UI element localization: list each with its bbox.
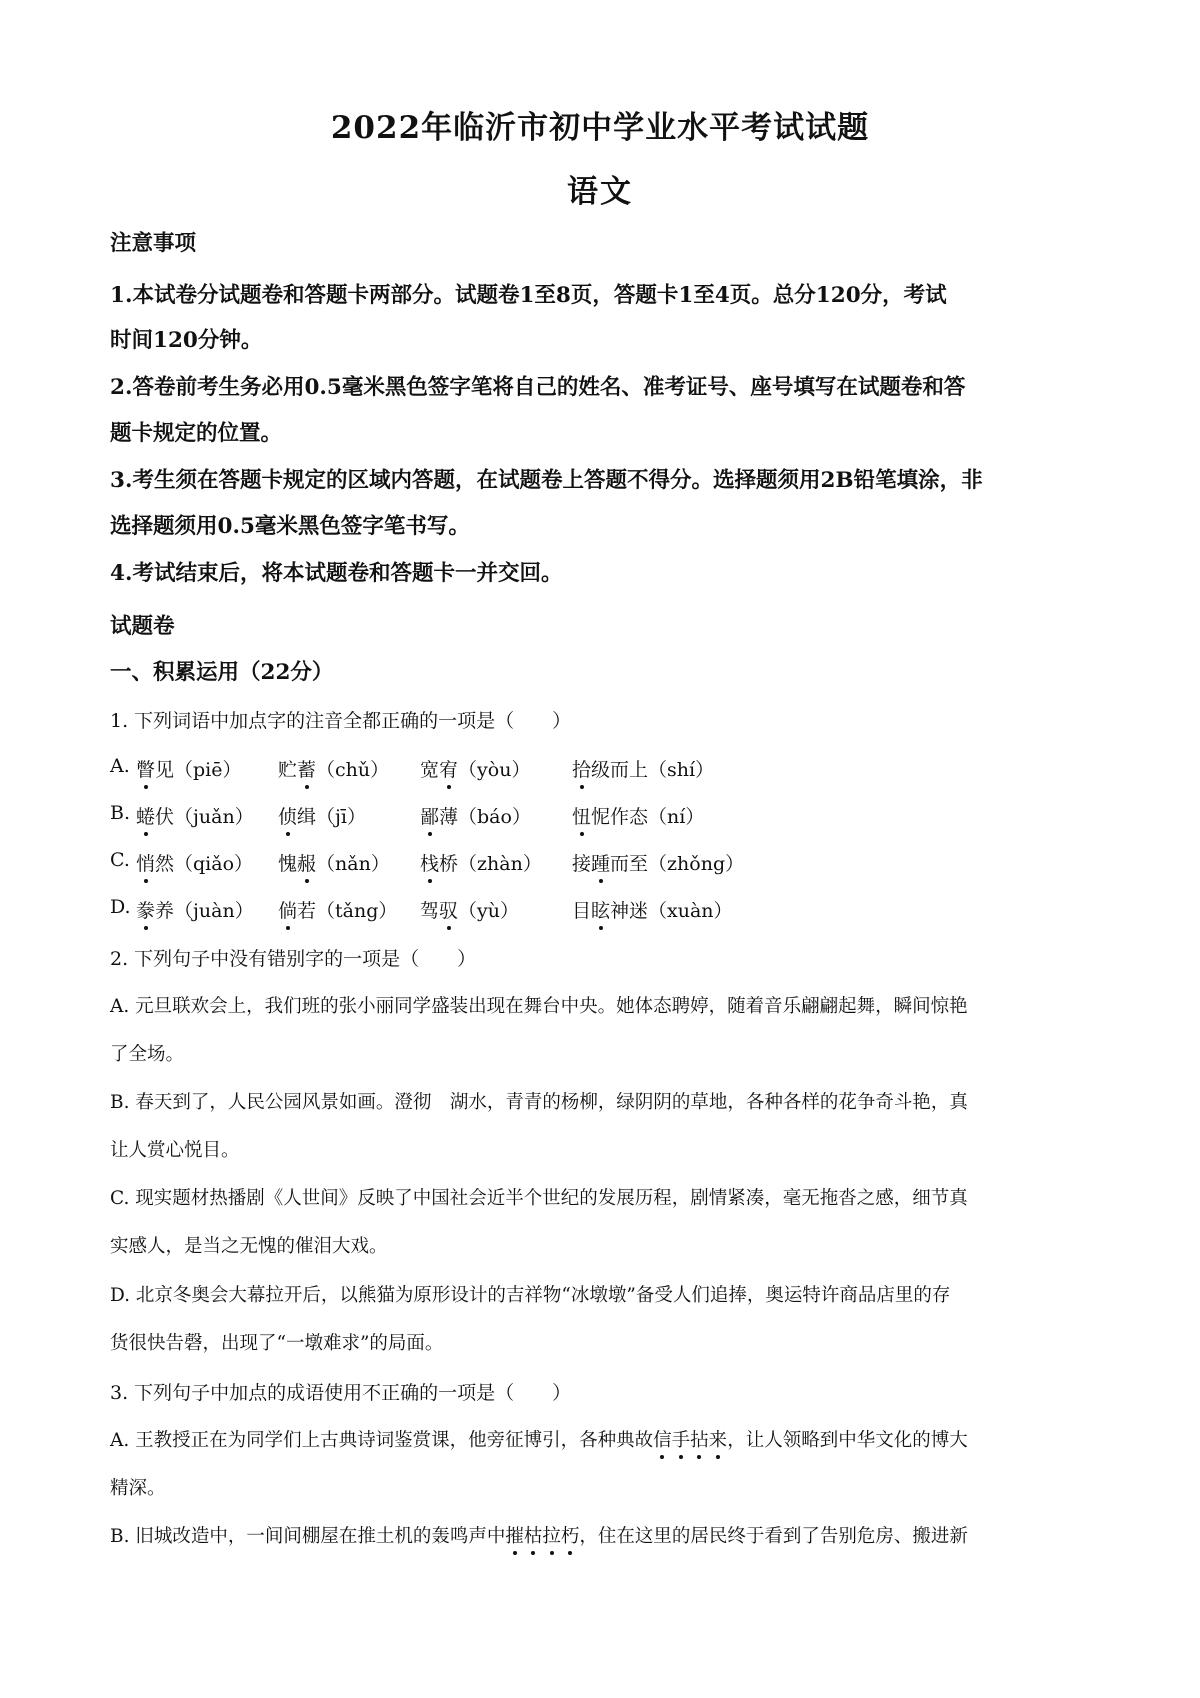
q1-option-term: 目眩神迷（xuàn） bbox=[572, 896, 733, 923]
notice-item-2-line-2: 题卡规定的位置。 bbox=[110, 421, 283, 446]
paper-label: 试题卷 bbox=[110, 614, 175, 639]
q1-stem: 1. 下列词语中加点字的注音全都正确的一项是（ ） bbox=[110, 710, 572, 732]
subject-title: 语文 bbox=[567, 174, 633, 210]
q1-option-term: 栈桥（zhàn） bbox=[420, 849, 542, 876]
dotted-char: 悄 bbox=[136, 849, 155, 876]
q2-option-d-line-1: D. 北京冬奥会大幕拉开后，以熊猫为原形设计的吉祥物“冰墩墩”备受人们追捧，奥运特许商品店里的存 bbox=[110, 1285, 951, 1306]
dotted-char: 驭 bbox=[439, 896, 458, 923]
q1-option-term: 鄙薄（báo） bbox=[420, 802, 531, 829]
dotted-char: 侦 bbox=[278, 802, 297, 829]
q2-option-b-line-2: 让人赏心悦目。 bbox=[110, 1140, 240, 1161]
dotted-char: 信 bbox=[653, 1426, 672, 1452]
notice-item-1-line-1: 1.本试卷分试题卷和答题卡两部分。试题卷1至8页，答题卡1至4页。总分120分，考试 bbox=[110, 283, 947, 308]
dotted-char: 拉 bbox=[542, 1522, 561, 1548]
dotted-char: 来 bbox=[709, 1426, 728, 1452]
q1-option-term: 驾驭（yù） bbox=[420, 896, 519, 923]
q1-option-term: 接踵而至（zhǒng） bbox=[572, 849, 744, 876]
q1-option-term: 侦缉（jī） bbox=[278, 802, 366, 829]
q1-option-term: 豢养（juàn） bbox=[136, 896, 254, 923]
q1-option-letter: D. bbox=[110, 896, 131, 918]
notice-item-4: 4.考试结束后，将本试题卷和答题卡一并交回。 bbox=[110, 561, 563, 586]
notice-heading: 注意事项 bbox=[110, 231, 197, 256]
notice-item-3-line-2: 选择题须用0.5毫米黑色签字笔书写。 bbox=[110, 514, 470, 539]
q1-option-letter: B. bbox=[110, 802, 131, 824]
dotted-char: 宥 bbox=[439, 755, 458, 782]
q2-stem: 2. 下列句子中没有错别字的一项是（ ） bbox=[110, 948, 477, 970]
notice-item-3-line-1: 3.考生须在答题卡规定的区域内答题，在试题卷上答题不得分。选择题须用2B铅笔填涂，非 bbox=[110, 468, 983, 493]
q3-option-a-line-1 bbox=[110, 1426, 968, 1452]
dotted-char: 踵 bbox=[591, 849, 610, 876]
dotted-char: 拈 bbox=[690, 1426, 709, 1452]
section-heading: 一、积累运用（22分） bbox=[110, 660, 334, 685]
q3-b-text: B. 旧城改造中，一间间棚屋在推土机的轰鸣声中 bbox=[110, 1526, 506, 1547]
dotted-char: 枯 bbox=[524, 1522, 543, 1548]
q1-option-letter: A. bbox=[110, 755, 130, 777]
q2-option-d-line-2: 货很快告磬，出现了“一墩难求”的局面。 bbox=[110, 1333, 444, 1354]
dotted-char: 瞥 bbox=[136, 755, 155, 782]
dotted-char: 眩 bbox=[591, 896, 610, 923]
q3-b-dotted-idiom bbox=[505, 1526, 579, 1547]
q1-option-term: 贮蓄（chǔ） bbox=[278, 755, 389, 782]
q1-option-term: 瞥见（piē） bbox=[136, 755, 242, 782]
q1-option-term: 悄然（qiǎo） bbox=[136, 849, 253, 876]
dotted-char: 栈 bbox=[420, 849, 439, 876]
q3-a-text: A. 王教授正在为同学们上古典诗词鉴赏课，他旁征博引，各种典故 bbox=[110, 1430, 654, 1451]
q3-b-text-end: ，住在这里的居民终于看到了告别危房、搬进新 bbox=[579, 1526, 968, 1547]
q1-option-term: 拾级而上（shí） bbox=[572, 755, 714, 782]
q3-option-b-line-1 bbox=[110, 1522, 968, 1548]
notice-item-2-line-1: 2.答卷前考生务必用0.5毫米黑色签字笔将自己的姓名、准考证号、座号填写在试题卷和答 bbox=[110, 375, 966, 400]
exam-title: 2022年临沂市初中学业水平考试试题 bbox=[330, 110, 870, 146]
q3-a-text-end: ，让人领略到中华文化的博大 bbox=[727, 1430, 968, 1451]
q1-option-term: 忸怩作态（ní） bbox=[572, 802, 704, 829]
q3-a-dotted-idiom bbox=[653, 1430, 727, 1451]
dotted-char: 拾 bbox=[572, 755, 591, 782]
q2-option-c-line-1: C. 现实题材热播剧《人世间》反映了中国社会近半个世纪的发展历程，剧情紧凑，毫无拖沓之感，细节真 bbox=[110, 1188, 968, 1209]
q2-option-c-line-2: 实感人，是当之无愧的催泪大戏。 bbox=[110, 1236, 388, 1257]
q2-option-b-line-1: B. 春天到了，人民公园风景如画。澄彻 湖水，青青的杨柳，绿阴阴的草地，各种各样的花争奇斗艳，真 bbox=[110, 1092, 968, 1113]
q2-option-a-line-2: 了全场。 bbox=[110, 1044, 185, 1065]
q1-option-letter: C. bbox=[110, 849, 130, 871]
dotted-char: 忸 bbox=[572, 802, 591, 829]
q2-option-a-line-1: A. 元旦联欢会上，我们班的张小丽同学盛装出现在舞台中央。她体态聘婷，随着音乐翩翩起舞，瞬间惊艳 bbox=[110, 996, 968, 1017]
dotted-char: 手 bbox=[672, 1426, 691, 1452]
dotted-char: 摧 bbox=[505, 1522, 524, 1548]
dotted-char: 豢 bbox=[136, 896, 155, 923]
dotted-char: 倘 bbox=[278, 896, 297, 923]
dotted-char: 蜷 bbox=[136, 802, 155, 829]
q1-option-term: 倘若（tǎng） bbox=[278, 896, 397, 923]
q1-option-term: 蜷伏（juǎn） bbox=[136, 802, 254, 829]
notice-item-1-line-2: 时间120分钟。 bbox=[110, 328, 263, 353]
q1-option-term: 宽宥（yòu） bbox=[420, 755, 530, 782]
dotted-char: 赧 bbox=[297, 849, 316, 876]
q1-option-term: 愧赧（nǎn） bbox=[278, 849, 390, 876]
dotted-char: 鄙 bbox=[420, 802, 439, 829]
dotted-char: 朽 bbox=[561, 1522, 580, 1548]
dotted-char: 蓄 bbox=[297, 755, 316, 782]
q3-stem: 3. 下列句子中加点的成语使用不正确的一项是（ ） bbox=[110, 1382, 572, 1404]
q3-option-a-line-2: 精深。 bbox=[110, 1478, 166, 1499]
